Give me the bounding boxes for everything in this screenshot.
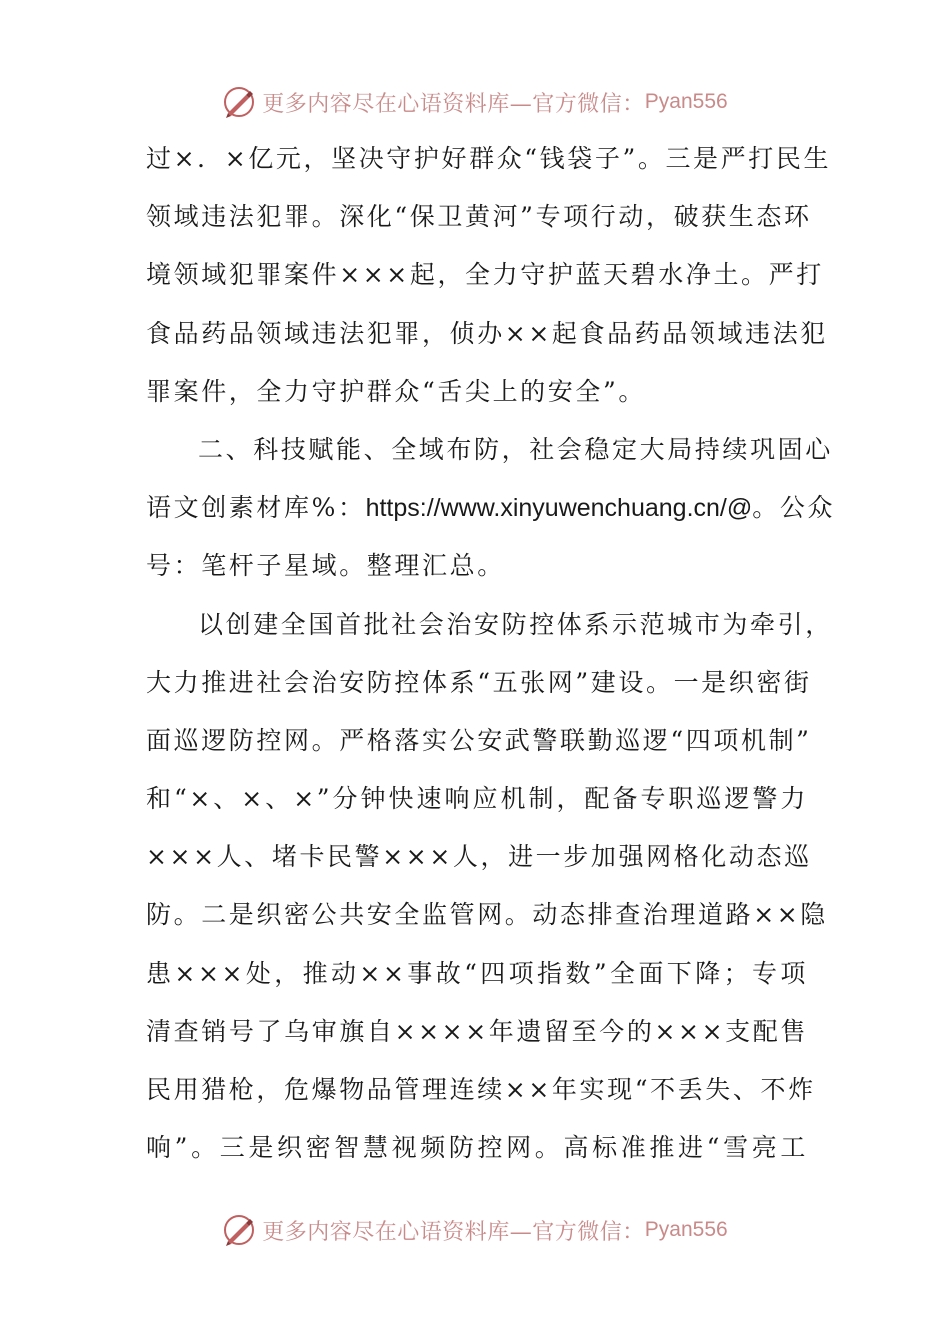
wechat-id: Pyan556 (644, 90, 728, 113)
footer-banner (0, 1210, 950, 1250)
pen-logo-icon (222, 1213, 256, 1247)
text-line: 响”。三是织密智慧视频防控网。高标准推进“雪亮工 (146, 1133, 808, 1163)
text-line: 罪案件，全力守护群众“舌尖上的安全”。 (146, 376, 646, 406)
text-line: 和“×、×、×”分钟快速响应机制，配备专职巡逻警力 (146, 784, 808, 814)
wechat-id: Pyan556 (644, 1218, 728, 1241)
text-fragment: 。公众 (752, 493, 836, 523)
text-line: 大力推进社会治安防控体系“五张网”建设。一是织密街 (146, 667, 812, 697)
document-body (146, 130, 836, 1177)
text-line: 面巡逻防控网。严格落实公安武警联勤巡逻“四项机制” (146, 725, 812, 755)
text-line: ×××人、堵卡民警×××人，进一步加强网格化动态巡 (146, 842, 812, 872)
section-heading: 二、科技赋能、全域布防，社会稳定大局持续巩固心 (198, 434, 833, 464)
banner-text: 更多内容尽在心语资料库—官方微信： (262, 1219, 645, 1245)
text-line: 食品药品领域违法犯罪，侦办××起食品药品领域违法犯 (146, 318, 828, 348)
header-banner (0, 82, 950, 122)
text-line: 过×．×亿元，坚决守护好群众“钱袋子”。三是严打民生 (146, 144, 832, 173)
text-line-with-url (146, 479, 836, 537)
text-line: 患×××处，推动××事故“四项指数”全面下降；专项 (146, 958, 808, 988)
pen-logo-icon (222, 85, 256, 119)
source-url: https://www.xinyuwenchuang.cn/@ (365, 494, 753, 523)
text-line: 境领域犯罪案件×××起，全力守护蓝天碧水净土。严打 (146, 260, 824, 290)
text-line: 领域违法犯罪。深化“保卫黄河”专项行动，破获生态环 (146, 202, 812, 232)
text-line: 民用猎枪，危爆物品管理连续××年实现“不丢失、不炸 (146, 1075, 816, 1104)
text-line: 号：笔杆子星域。整理汇总。 (146, 551, 505, 581)
text-fragment: 语文创素材库%： (146, 493, 366, 523)
text-line: 防。二是织密公共安全监管网。动态排查治理道路××隐 (146, 900, 828, 930)
text-line: 清查销号了乌审旗自××××年遗留至今的×××支配售 (146, 1016, 808, 1046)
banner-text: 更多内容尽在心语资料库—官方微信： (262, 91, 645, 117)
paragraph-start: 以创建全国首批社会治安防控体系示范城市为牵引， (198, 609, 833, 639)
